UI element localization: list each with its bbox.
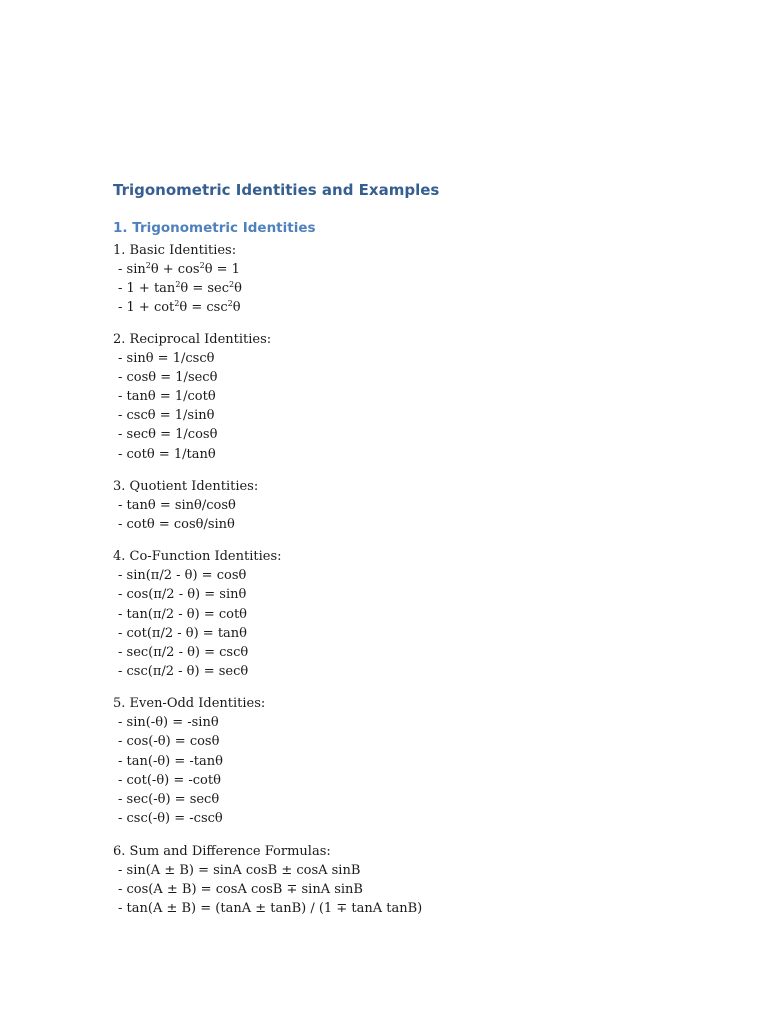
identity-line: - cos(π/2 - θ) = sinθ (118, 587, 247, 602)
identity-line: - $1 + \cot^2\theta = \csc^2\theta$ (118, 299, 241, 315)
identity-line: - tanθ = sinθ/cosθ (118, 498, 236, 513)
group-heading-quotient: 3. Quotient Identities: (113, 479, 259, 494)
group-heading-basic: 1. Basic Identities: (113, 243, 237, 258)
identity-line: - tan(-θ) = -tanθ (118, 754, 223, 769)
identity-line: - tanθ = 1/cotθ (118, 389, 216, 404)
identity-line: - csc(-θ) = -cscθ (118, 811, 223, 826)
identity-line: - sin(-θ) = -sinθ (118, 715, 219, 730)
identity-line: - cotθ = 1/tanθ (118, 447, 216, 462)
identity-line: - sin(π/2 - θ) = cosθ (118, 568, 247, 583)
identity-line: - cos(A ± B) = cosA cosB ∓ sinA sinB (118, 882, 363, 897)
document-title: Trigonometric Identities and Examples (113, 181, 440, 199)
identity-line: - cot(-θ) = -cotθ (118, 773, 221, 788)
identity-line: - sinθ = 1/cscθ (118, 351, 215, 366)
identity-line: - sec(-θ) = secθ (118, 792, 220, 807)
identity-line: - tan(π/2 - θ) = cotθ (118, 607, 248, 622)
identity-line: - csc(π/2 - θ) = secθ (118, 664, 249, 679)
group-heading-even-odd: 5. Even-Odd Identities: (113, 696, 266, 711)
identity-line: - cot(π/2 - θ) = tanθ (118, 626, 248, 641)
group-heading-cofunction: 4. Co-Function Identities: (113, 549, 282, 564)
group-heading-reciprocal: 2. Reciprocal Identities: (113, 332, 272, 347)
identity-line: - sin(A ± B) = sinA cosB ± cosA sinB (118, 863, 361, 878)
identity-line: - secθ = 1/cosθ (118, 427, 218, 442)
identity-line: - cos(-θ) = cosθ (118, 734, 220, 749)
group-heading-sum-difference: 6. Sum and Difference Formulas: (113, 844, 331, 859)
identity-line: - $1 + \tan^2\theta = \sec^2\theta$ (118, 280, 242, 296)
identity-line: - $\sin^2\theta + \cos^2\theta = 1$ (118, 261, 240, 277)
identity-line: - tan(A ± B) = (tanA ± tanB) / (1 ∓ tanA tanB) (118, 901, 423, 916)
identity-line: - cotθ = cosθ/sinθ (118, 517, 235, 532)
identity-line: - cscθ = 1/sinθ (118, 408, 215, 423)
identity-line: - cosθ = 1/secθ (118, 370, 218, 385)
identity-line: - sec(π/2 - θ) = cscθ (118, 645, 249, 660)
section-heading: 1. Trigonometric Identities (113, 220, 316, 236)
